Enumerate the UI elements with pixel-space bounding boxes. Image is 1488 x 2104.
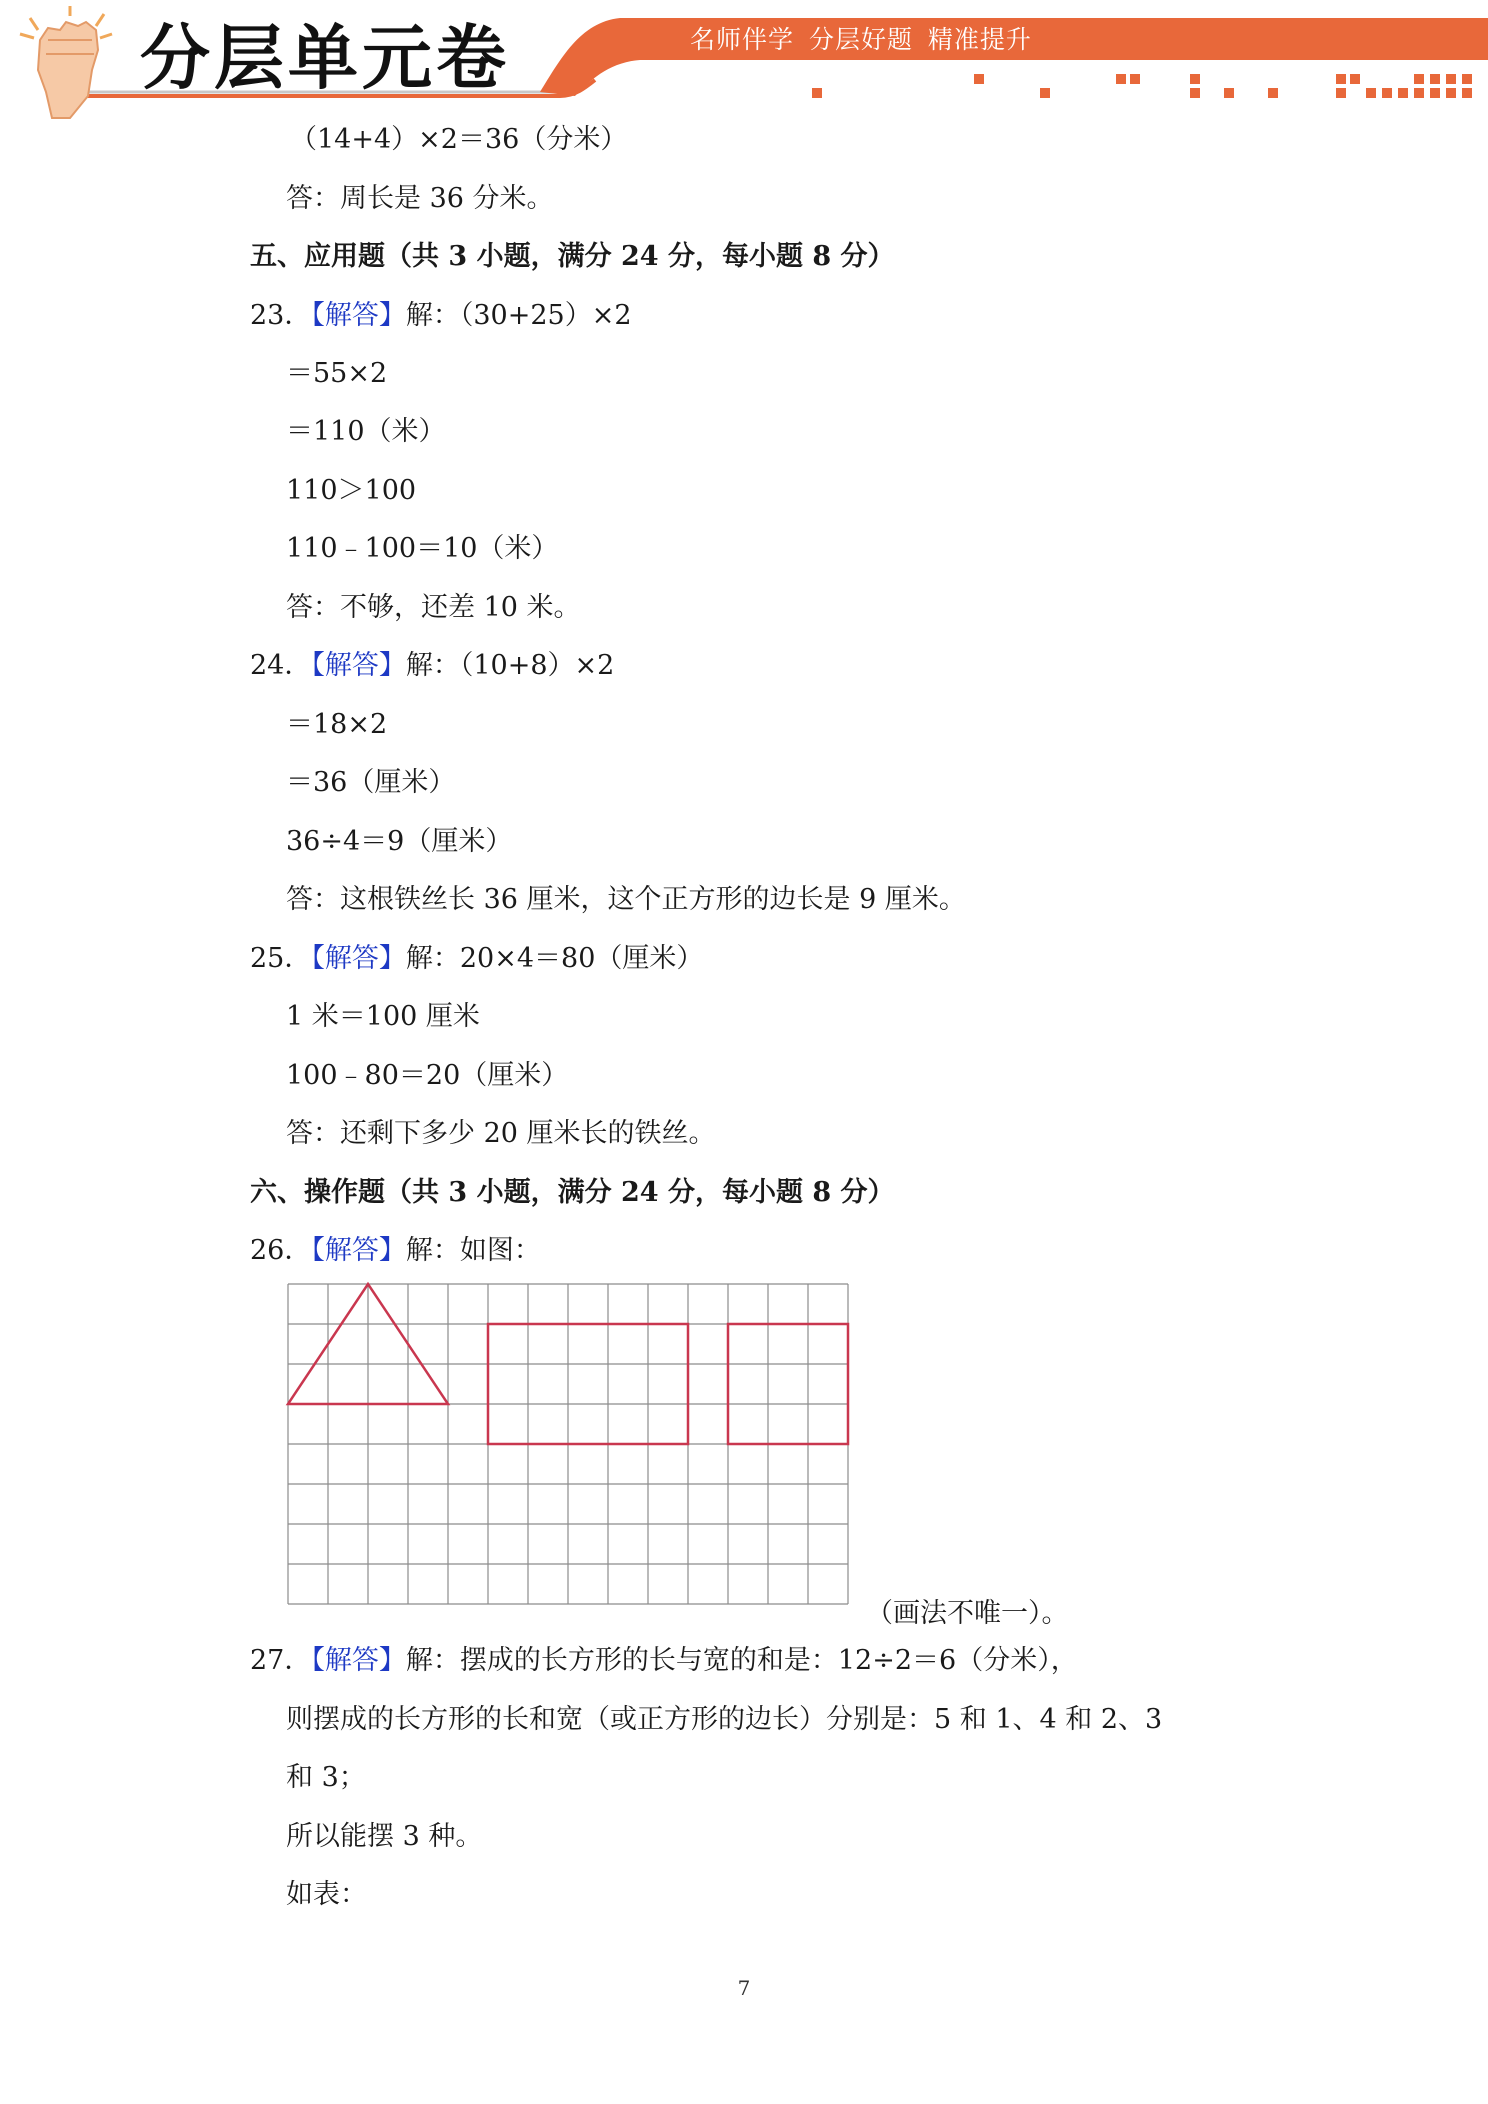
text-line: 和 3； [286,1762,366,1793]
header-dots [812,74,1472,98]
text-line: 答：还剩下多少 20 厘米长的铁丝。 [286,1118,716,1149]
question-number: 26． [250,1235,312,1266]
answer-tag: 【解答】 [311,1235,406,1266]
header-tagline: 名师伴学 分层好题 精准提升 [690,25,1032,54]
question-text: 解：摆成的长方形的长与宽的和是：12÷2＝6（分米）， [405,1645,1078,1676]
section-heading-6: 六、操作题（共 3 小题，满分 24 分，每小题 8 分） [250,1177,895,1208]
text-line: 则摆成的长方形的长和宽（或正方形的边长）分别是：5 和 1、4 和 2、3 [286,1704,1163,1735]
question-text: 解：20×4＝80（厘米） [405,943,704,974]
question-text: 解：如图： [405,1235,541,1266]
text-line: 110﹣100＝10（米） [286,533,559,564]
text-line: 如表： [286,1879,367,1910]
question-23 [250,298,632,334]
text-line: 110＞100 [286,475,417,506]
question-24 [250,648,614,684]
text-line: （14+4）×2＝36（分米） [290,124,628,155]
grid-figure [284,1280,854,1620]
answer-tag: 【解答】 [311,650,406,681]
text-line: 36÷4＝9（厘米） [286,826,513,857]
raised-fist-icon [20,6,112,118]
question-number: 23． [250,300,312,331]
question-number: 24． [250,650,312,681]
question-number: 27． [250,1645,312,1676]
text-line: 答：不够，还差 10 米。 [286,592,581,623]
text-line: ＝55×2 [286,358,388,389]
answer-tag: 【解答】 [311,943,406,974]
rectangle-shape [488,1324,688,1444]
text-line: 100﹣80＝20（厘米） [286,1060,569,1091]
brand-title: 分层单元卷 [140,17,510,99]
text-line: ＝18×2 [286,709,388,740]
text-line: ＝110（米） [286,416,446,447]
text-line: 答：周长是 36 分米。 [286,183,554,214]
question-text: 解：（10+8）×2 [405,650,615,681]
question-number: 25． [250,943,312,974]
figure-note: （画法不唯一）。 [866,1598,1069,1629]
answer-tag: 【解答】 [311,1645,406,1676]
text-line: 所以能摆 3 种。 [286,1821,483,1852]
question-text: 解：（30+25）×2 [405,300,632,331]
text-line: 1 米＝100 厘米 [286,1001,480,1032]
page-header [0,0,1488,120]
answer-tag: 【解答】 [311,300,406,331]
section-heading-5: 五、应用题（共 3 小题，满分 24 分，每小题 8 分） [250,241,895,272]
square-shape [728,1324,848,1444]
question-26 [250,1233,541,1269]
text-line: ＝36（厘米） [286,767,456,798]
question-27 [250,1643,1078,1679]
text-line: 答：这根铁丝长 36 厘米，这个正方形的边长是 9 厘米。 [286,884,966,915]
question-25 [250,941,703,977]
page-number: 7 [737,1976,751,2000]
